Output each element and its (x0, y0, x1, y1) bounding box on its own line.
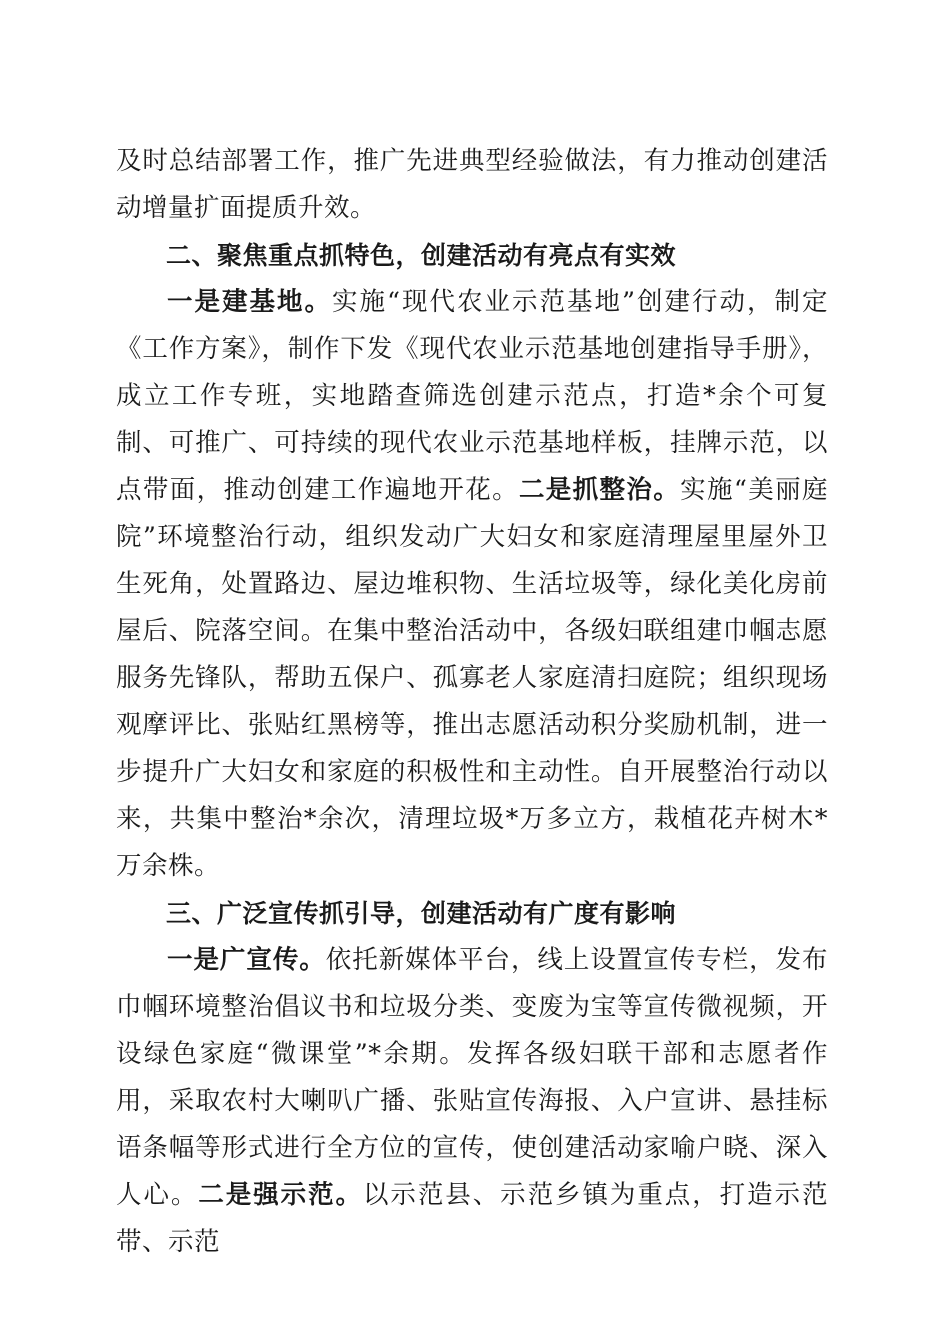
paragraph-section-2 (116, 279, 828, 890)
paragraph-text: 实施“现代农业示范基地”创建行动，制定《工作方案》，制作下发《现代农业示范基地创建指导手册》，成立工作专班，实地踏查筛选创建示范点，打造*余个可复制、可推广、可持续的现代农业示范基地样板，挂牌示范，以点带面，推动创建工作遍地开花。 (116, 287, 828, 505)
paragraph-text: 依托新媒体平台，线上设置宣传专栏，发布巾帼环境整治倡议书和垃圾分类、变废为宝等宣传微视频，开设绿色家庭“微课堂”*余期。发挥各级妇联干部和志愿者作用，采取农村大喇叭广播、张贴宣传海报、入户宣讲、悬挂标语条幅等形式进行全方位的宣传，使创建活动家喻户晓、深入人心。 (116, 945, 828, 1210)
paragraph-continuation: 及时总结部署工作，推广先进典型经验做法，有力推动创建活动增量扩面提质升效。 (116, 146, 828, 223)
paragraph-section-3 (116, 937, 828, 1266)
section-heading-3: 三、广泛宣传抓引导，创建活动有广度有影响 (166, 899, 677, 928)
lead-phrase-rectify: 二是抓整治。 (518, 475, 681, 505)
paragraph-text: 实施“美丽庭院”环境整治行动，组织发动广大妇女和家庭清理屋里屋外卫生死角，处置路边、屋边堆积物、生活垃圾等，绿化美化房前屋后、院落空间。在集中整治活动中，各级妇联组建巾帼志愿服务先锋队，帮助五保户、孤寡老人家庭清扫庭院；组织现场观摩评比、张贴红黑榜等，推出志愿活动积分奖励机制，进一步提升广大妇女和家庭的积极性和主动性。自开展整治行动以来，共集中整治*余次，清理垃圾*万多立方，栽植花卉树木*万余株。 (116, 475, 828, 881)
section-heading-2: 二、聚焦重点抓特色，创建活动有亮点有实效 (166, 241, 677, 270)
paragraph-text: 以示范县、示范乡镇为重点，打造示范带、示范 (116, 1180, 828, 1257)
document-page (116, 138, 828, 1266)
lead-phrase-build-base: 一是建基地。 (167, 287, 332, 317)
lead-phrase-publicize: 一是广宣传。 (167, 945, 326, 975)
lead-phrase-demonstrate: 二是强示范。 (198, 1180, 363, 1210)
